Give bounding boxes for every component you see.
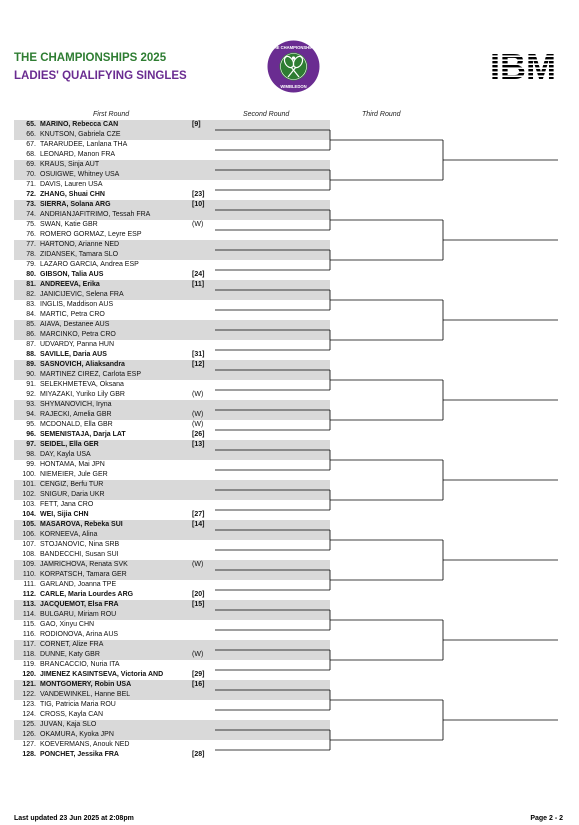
column-first-round: First Round — [93, 111, 130, 118]
player-number: 128. — [22, 751, 36, 758]
player-seed: [29] — [192, 671, 205, 678]
player-name: CORNET, Alize FRA — [40, 641, 104, 648]
page-number: Page 2 - 2 — [530, 815, 563, 822]
player-name: SHYMANOVICH, Iryna — [40, 401, 112, 408]
player-name: TIG, Patricia Maria ROU — [40, 701, 116, 708]
player-seed: (W) — [192, 421, 204, 428]
player-name: DAY, Kayla USA — [40, 451, 91, 458]
player-number: 96. — [26, 431, 36, 438]
player-name: MASAROVA, Rebeka SUI — [40, 521, 123, 528]
player-name: GIBSON, Talia AUS — [40, 271, 104, 278]
player-name: NIEMEIER, Jule GER — [40, 471, 108, 478]
player-seed: [24] — [192, 271, 205, 278]
player-number: 105. — [22, 521, 36, 528]
player-number: 99. — [26, 461, 36, 468]
player-number: 67. — [26, 141, 36, 148]
player-number: 73. — [26, 201, 36, 208]
player-name: GAO, Xinyu CHN — [40, 621, 95, 628]
player-name: KOEVERMANS, Anouk NED — [40, 741, 130, 748]
player-number: 94. — [26, 411, 36, 418]
player-number: 108. — [22, 551, 36, 558]
player-number: 109. — [22, 561, 36, 568]
player-number: 71. — [26, 181, 36, 188]
player-seed: [10] — [192, 201, 205, 208]
player-name: UDVARDY, Panna HUN — [40, 341, 115, 348]
page-subtitle: LADIES' QUALIFYING SINGLES — [14, 70, 187, 82]
player-name: LEONARD, Manon FRA — [40, 151, 116, 158]
player-name: TARARUDEE, Lanlana THA — [40, 141, 128, 148]
player-name: MONTGOMERY, Robin USA — [40, 681, 132, 688]
page-title: THE CHAMPIONSHIPS 2025 — [14, 52, 167, 64]
player-number: 106. — [22, 531, 36, 538]
player-number: 120. — [22, 671, 36, 678]
player-name: KRAUS, Sinja AUT — [40, 161, 100, 168]
player-number: 74. — [26, 211, 36, 218]
player-name: OSUIGWE, Whitney USA — [40, 171, 120, 178]
column-third-round: Third Round — [362, 111, 401, 118]
player-number: 68. — [26, 151, 36, 158]
player-seed: [26] — [192, 431, 205, 438]
player-number: 79. — [26, 261, 36, 268]
player-name: MARTINEZ CIREZ, Carlota ESP — [40, 371, 142, 378]
player-name: PONCHET, Jessika FRA — [40, 751, 119, 758]
player-number: 110. — [22, 571, 36, 578]
player-name: ANDREEVA, Erika — [40, 281, 100, 288]
player-number: 103. — [22, 501, 36, 508]
player-number: 80. — [26, 271, 36, 278]
player-name: JIMENEZ KASINTSEVA, Victoria AND — [40, 671, 164, 678]
player-name: JAMRICHOVA, Renata SVK — [40, 561, 128, 568]
player-seed: [23] — [192, 191, 205, 198]
player-number: 72. — [26, 191, 36, 198]
player-seed: [20] — [192, 591, 205, 598]
player-seed: [11] — [192, 281, 205, 288]
player-name: BRANCACCIO, Nuria ITA — [40, 661, 120, 668]
player-number: 77. — [26, 241, 36, 248]
last-updated: Last updated 23 Jun 2025 at 2:08pm — [14, 815, 134, 822]
player-number: 70. — [26, 171, 36, 178]
column-second-round: Second Round — [243, 111, 290, 118]
player-seed: [31] — [192, 351, 205, 358]
player-number: 118. — [22, 651, 36, 658]
player-number: 86. — [26, 331, 36, 338]
player-name: MARTIC, Petra CRO — [40, 311, 105, 318]
player-number: 119. — [22, 661, 36, 668]
player-seed: (W) — [192, 651, 204, 658]
player-name: CROSS, Kayla CAN — [40, 711, 104, 718]
player-number: 126. — [22, 731, 36, 738]
player-name: HARTONO, Arianne NED — [40, 241, 120, 248]
player-number: 127. — [22, 741, 36, 748]
player-number: 95. — [26, 421, 36, 428]
player-name: JUVAN, Kaja SLO — [40, 721, 97, 728]
player-number: 122. — [22, 691, 36, 698]
player-name: KORPATSCH, Tamara GER — [40, 571, 127, 578]
player-name: VANDEWINKEL, Hanne BEL — [40, 691, 131, 698]
player-name: BULGARU, Miriam ROU — [40, 611, 117, 618]
player-name: CENGIZ, Berfu TUR — [40, 481, 104, 488]
player-number: 91. — [26, 381, 36, 388]
player-name: RODIONOVA, Arina AUS — [40, 631, 119, 638]
player-number: 107. — [22, 541, 36, 548]
player-number: 84. — [26, 311, 36, 318]
player-name: SWAN, Katie GBR — [40, 221, 98, 228]
player-number: 112. — [22, 591, 36, 598]
player-name: MCDONALD, Ella GBR — [40, 421, 113, 428]
player-number: 81. — [26, 281, 36, 288]
player-number: 89. — [26, 361, 36, 368]
player-number: 104. — [22, 511, 36, 518]
player-name: KORNEEVA, Alina — [40, 531, 98, 538]
player-number: 76. — [26, 231, 36, 238]
player-name: GARLAND, Joanna TPE — [40, 581, 117, 588]
player-number: 88. — [26, 351, 36, 358]
player-name: ANDRIANJAFITRIMO, Tessah FRA — [40, 211, 151, 218]
logo-text-bottom: WIMBLEDON — [280, 84, 307, 89]
player-number: 125. — [22, 721, 36, 728]
player-name: MARCINKO, Petra CRO — [40, 331, 116, 338]
player-number: 121. — [22, 681, 36, 688]
player-name: SAVILLE, Daria AUS — [40, 351, 107, 358]
player-seed: (W) — [192, 411, 204, 418]
player-name: FETT, Jana CRO — [40, 501, 94, 508]
player-number: 100. — [22, 471, 36, 478]
player-number: 90. — [26, 371, 36, 378]
player-number: 101. — [22, 481, 36, 488]
player-number: 85. — [26, 321, 36, 328]
player-name: DUNNE, Katy GBR — [40, 651, 100, 658]
player-number: 92. — [26, 391, 36, 398]
player-name: SEMENISTAJA, Darja LAT — [40, 431, 126, 438]
player-name: CARLE, Maria Lourdes ARG — [40, 591, 134, 598]
player-number: 124. — [22, 711, 36, 718]
player-number: 65. — [26, 121, 36, 128]
player-number: 66. — [26, 131, 36, 138]
player-name: SASNOVICH, Aliaksandra — [40, 361, 125, 368]
player-name: MIYAZAKI, Yuriko Lily GBR — [40, 391, 125, 398]
player-number: 78. — [26, 251, 36, 258]
player-name: RAJECKI, Amelia GBR — [40, 411, 112, 418]
player-name: KNUTSON, Gabriela CZE — [40, 131, 121, 138]
player-seed: (W) — [192, 561, 204, 568]
player-number: 123. — [22, 701, 36, 708]
player-number: 117. — [22, 641, 36, 648]
player-name: MARINO, Rebecca CAN — [40, 121, 119, 128]
player-seed: [14] — [192, 521, 205, 528]
player-name: ROMERO GORMAZ, Leyre ESP — [40, 231, 142, 238]
player-seed: [28] — [192, 751, 205, 758]
player-number: 97. — [26, 441, 36, 448]
player-seed: [9] — [192, 121, 201, 128]
player-number: 82. — [26, 291, 36, 298]
logo-text-top: THE CHAMPIONSHIPS — [271, 45, 316, 50]
player-number: 87. — [26, 341, 36, 348]
player-number: 114. — [22, 611, 36, 618]
player-number: 116. — [22, 631, 36, 638]
player-number: 113. — [22, 601, 36, 608]
player-number: 98. — [26, 451, 36, 458]
player-number: 69. — [26, 161, 36, 168]
player-seed: (W) — [192, 221, 204, 228]
player-name: ZIDANSEK, Tamara SLO — [40, 251, 119, 258]
player-name: JANICIJEVIC, Selena FRA — [40, 291, 124, 298]
player-name: SELEKHMETEVA, Oksana — [40, 381, 124, 388]
player-number: 102. — [22, 491, 36, 498]
player-seed: (W) — [192, 391, 204, 398]
player-name: HONTAMA, Mai JPN — [40, 461, 105, 468]
player-seed: [13] — [192, 441, 205, 448]
player-name: STOJANOVIC, Nina SRB — [40, 541, 120, 548]
player-name: AIAVA, Destanee AUS — [40, 321, 110, 328]
player-name: DAVIS, Lauren USA — [40, 181, 103, 188]
player-name: SNIGUR, Daria UKR — [40, 491, 105, 498]
player-name: SIERRA, Solana ARG — [40, 201, 111, 208]
player-number: 75. — [26, 221, 36, 228]
player-name: WEI, Sijia CHN — [40, 511, 89, 518]
player-seed: [27] — [192, 511, 205, 518]
player-number: 115. — [22, 621, 36, 628]
player-seed: [15] — [192, 601, 205, 608]
player-name: INGLIS, Maddison AUS — [40, 301, 114, 308]
player-name: BANDECCHI, Susan SUI — [40, 551, 119, 558]
player-name: ZHANG, Shuai CHN — [40, 191, 105, 198]
player-name: OKAMURA, Kyoka JPN — [40, 731, 114, 738]
player-number: 93. — [26, 401, 36, 408]
player-name: JACQUEMOT, Elsa FRA — [40, 601, 119, 608]
player-number: 83. — [26, 301, 36, 308]
player-seed: [12] — [192, 361, 205, 368]
player-name: LAZARO GARCIA, Andrea ESP — [40, 261, 139, 268]
player-name: SEIDEL, Ella GER — [40, 441, 99, 448]
player-seed: [16] — [192, 681, 205, 688]
player-number: 111. — [23, 581, 36, 588]
